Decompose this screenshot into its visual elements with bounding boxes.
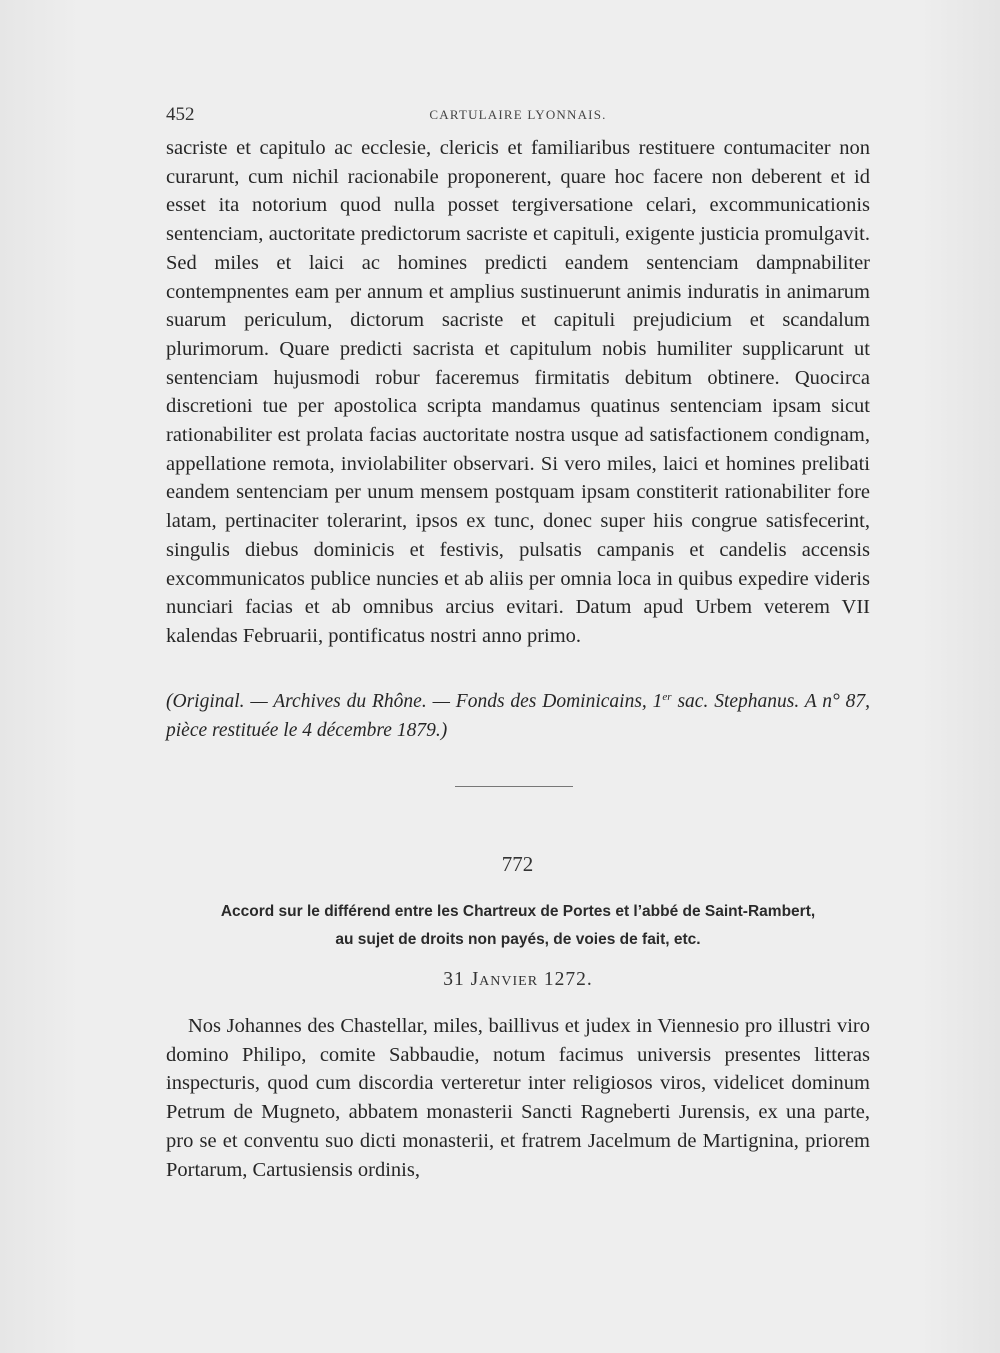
source-note-text-continued: sac. Stephanus. A n° 87, pièce restituée le 4 décembre 1879.) xyxy=(166,691,870,741)
body-paragraph: sacriste et capitulo ac ecclesie, clericis et familiaribus restituere contumaciter non curarunt, cum nichil racionabile proponerent, quare hoc facere non deberent et id esset ita notorium quod nulla posset tergiversatione celari, excommunicationis sentenciam, auctoritate predictorum sacriste et capituli, exigente justicia promulgavit. Sed miles et laici ac homines predicti eandem sentenciam dampnabiliter contempnentes eam per annum et amplius sustinuerunt animis induratis in animarum suarum periculum, dictorum sacriste et capituli prejudicium et scandalum plurimorum. Quare predicti sacrista et capitulum nobis humiliter supplicarunt ut sentenciam hujusmodi robur faceremus firmitatis debitum obtinere. Quocirca discretioni tue per apostolica scripta mandamus quatinus sentenciam ipsam sicut rationabiliter est prolata facias auctoritate nostra usque ad satisfactionem condignam, appellatione remota, inviolabiliter observari. Si vero miles, laici et homines prelibati eandem sentenciam per unum mensem postquam ipsam constiterit rationabiliter fore latam, pertinaciter tolerarint, ipsos ex tunc, donec super hiis congrue satisfecerint, singulis diebus dominicis et festivis, pulsatis campanis et candelis accensis excommunicatos publice nuncies et ab aliis per omnia loca in quibus expedire videris nunciari facias et ab omnibus arcius evitari. Datum apud Urbem veterem VII kalendas Februarii, pontificatus nostri anno primo. xyxy=(166,137,870,647)
date-year: 1272. xyxy=(543,969,593,990)
document-title-line-1: Accord sur le différend entre les Chartreux de Portes et l’abbé de Saint-Rambert, xyxy=(220,903,816,920)
document-771-body xyxy=(166,134,870,651)
section-divider xyxy=(455,786,573,787)
source-note-superscript: er xyxy=(662,691,672,703)
page-number: 452 xyxy=(166,104,195,125)
body-paragraph: Nos Johannes des Chastellar, miles, baillivus et judex in Viennesio pro illustri viro domino Philipo, comite Sabbaudie, notum facimus universis presentes litteras inspecturis, quod cum discordia verteretur inter religiosos viros, videlicet dominum Petrum de Mugneto, abbatem monasterii Sancti Ragneberti Jurensis, ex una parte, pro se et conventu suo dicti monasterii, et fratrem Jacelmum de Martignina, priorem Portarum, Cartusiensis ordinis, xyxy=(166,1015,870,1181)
date-day: 31 xyxy=(443,969,465,990)
document-title xyxy=(166,898,870,954)
page-header xyxy=(166,104,870,128)
running-title: CARTULAIRE LYONNAIS. xyxy=(429,107,607,122)
document-772-body xyxy=(166,1012,870,1184)
source-note xyxy=(166,688,870,745)
source-note-text: (Original. — Archives du Rhône. — Fonds des Dominicains, 1 xyxy=(166,691,663,712)
date-month: Janvier xyxy=(470,969,539,990)
document-number: 772 xyxy=(501,852,534,876)
document-title-line-2: au sujet de droits non payés, de voies de fait, etc. xyxy=(335,931,701,948)
document-date xyxy=(166,969,870,991)
